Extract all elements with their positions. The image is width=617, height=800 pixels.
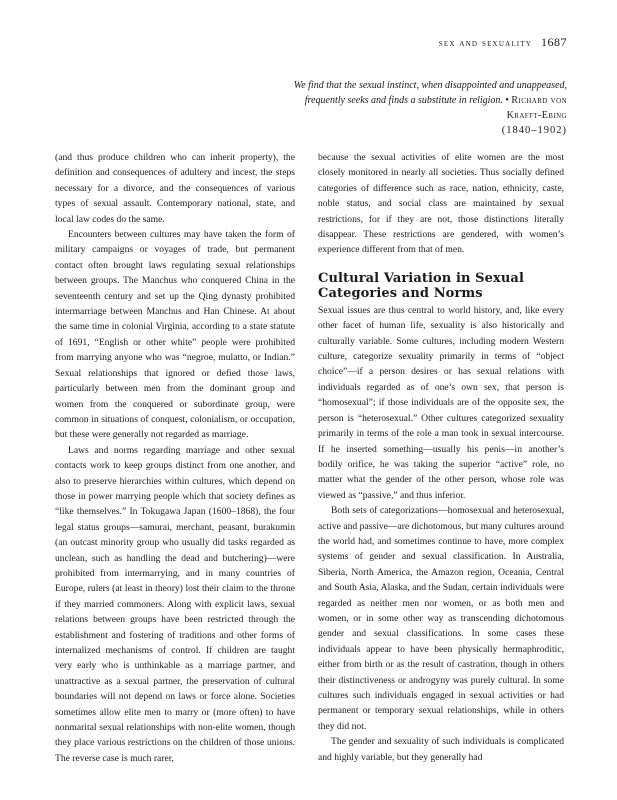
epigraph-author: Richard von Krafft-Ebing — [506, 95, 567, 121]
paragraph: Laws and norms regarding marriage and other sexual contacts work to keep groups distinct from one another, and also to preserve hierarchies within cultures, which depend on those in power marrying people which that society defines as “like themselves.” In Tokugawa Japan (1600–1868), the four legal status groups—samurai, merchant, peasant, burakumin (an outcast minority group who usually did tasks regarded as unclean, such as handling the dead and butchering)—were prohibited from intermarrying, and in many countries of Europe, rulers (at least in theory) lost their claim to the throne if they married commoners. Along with explicit laws, sexual relations between groups have been restricted through the establishment and fostering of traditions and other forms of internalized mechanisms of control. If children are taught very early who is unthinkable as a marriage partner, and unattractive as a sexual partner, the preservation of cultural boundaries will not depend on laws or force alone. Societies sometimes allow elite men to marry or (more often) to have nonmarital sexual relationships with non-elite women, though they place various restrictions on the children of those unions. The reverse case is much rarer, — [55, 444, 295, 764]
epigraph-years: (1840–1902) — [501, 125, 567, 136]
paragraph: Encounters between cultures may have taken the form of military campaigns or voyages of trade, but permanent contact often brought laws regulating sexual relationships between groups. The Manchus who conquered China in the seventeenth century and set up the Qing dynasty prohibited intermarriage between Manchus and Han Chinese. At about the same time in colonial Virginia, according to a state statute of 1691, “English or other white” people were prohibited from marrying anyone who was “negroe, mulatto, or Indian.” Sexual relationships that ignored or defied those laws, particularly between men from the dominant group and women from the conquered or subordinate group, were common in situations of conquest, colonialism, or occupation, but these were generally not regarded as marriage. — [55, 229, 295, 441]
page-number: 1687 — [541, 35, 567, 49]
right-column — [318, 150, 564, 765]
paragraph: The gender and sexuality of such individuals is complicated and highly variable, but they generally had — [318, 736, 564, 763]
paragraph: (and thus produce children who can inherit property), the definition and consequences of adultery and incest, the steps necessary for a divorce, and the consequences of various types of sexual assault. Contemporary national, state, and local law codes do the same. — [55, 152, 295, 225]
epigraph — [277, 78, 567, 138]
running-head — [439, 35, 567, 50]
section-heading: Cultural Variation in Sexual Categories and Norms — [318, 270, 524, 302]
paragraph: because the sexual activities of elite women are the most closely monitored in nearly all societies. Thus socially defined categories of difference such as race, nation, ethnicity, caste, noble status, and social class are maintained by sexual restrictions, for if they are not, those distinctions literally disappear. These restrictions are gendered, with women’s experience different from that of men. — [318, 152, 564, 256]
left-column — [55, 150, 295, 766]
epigraph-quote: We find that the sexual instinct, when disappointed and unappeased, frequently seeks and finds a substitute in religion. — [293, 80, 567, 106]
paragraph: Both sets of categorizations—homosexual and heterosexual, active and passive—are dichotomous, but many cultures around the world had, and sometimes continue to have, more complex systems of gender and sexual classification. In Australia, Siberia, North America, the Amazon region, Oceania, Central and South Asia, Alaska, and the Sudan, certain individuals were regarded as neither men nor women, or as both men and women, or in some other way as transcending dichotomous gender and sexual classifications. In some cases these individuals appear to have been physically hermaphroditic, either from birth or as the result of castration, though in others their distinctiveness or androgyny was purely cultural. In some cultures such individuals engaged in sexual activities or had permanent or temporary sexual relationships, while in others they did not. — [318, 505, 564, 732]
paragraph: Sexual issues are thus central to world history, and, like every other facet of human life, sexuality is also historically and culturally variable. Some cultures, including modern Western culture, categorize sexuality primarily in terms of “object choice”—if a person desires or has sexual relations with individuals regarded as of one’s own sex, that person is “homosexual”; if those individuals are of the opposite sex, the person is “heterosexual.” Other cultures categorized sexuality primarily in terms of the role a man took in sexual intercourse. If he inserted something—usually his penis—in another’s bodily orifice, he was taking the superior “active” role, no matter what the gender of the other person, whose role was viewed as “passive,” and thus inferior. — [318, 304, 564, 501]
running-title: sex and sexuality — [438, 38, 533, 49]
epigraph-separator: • — [505, 95, 509, 106]
